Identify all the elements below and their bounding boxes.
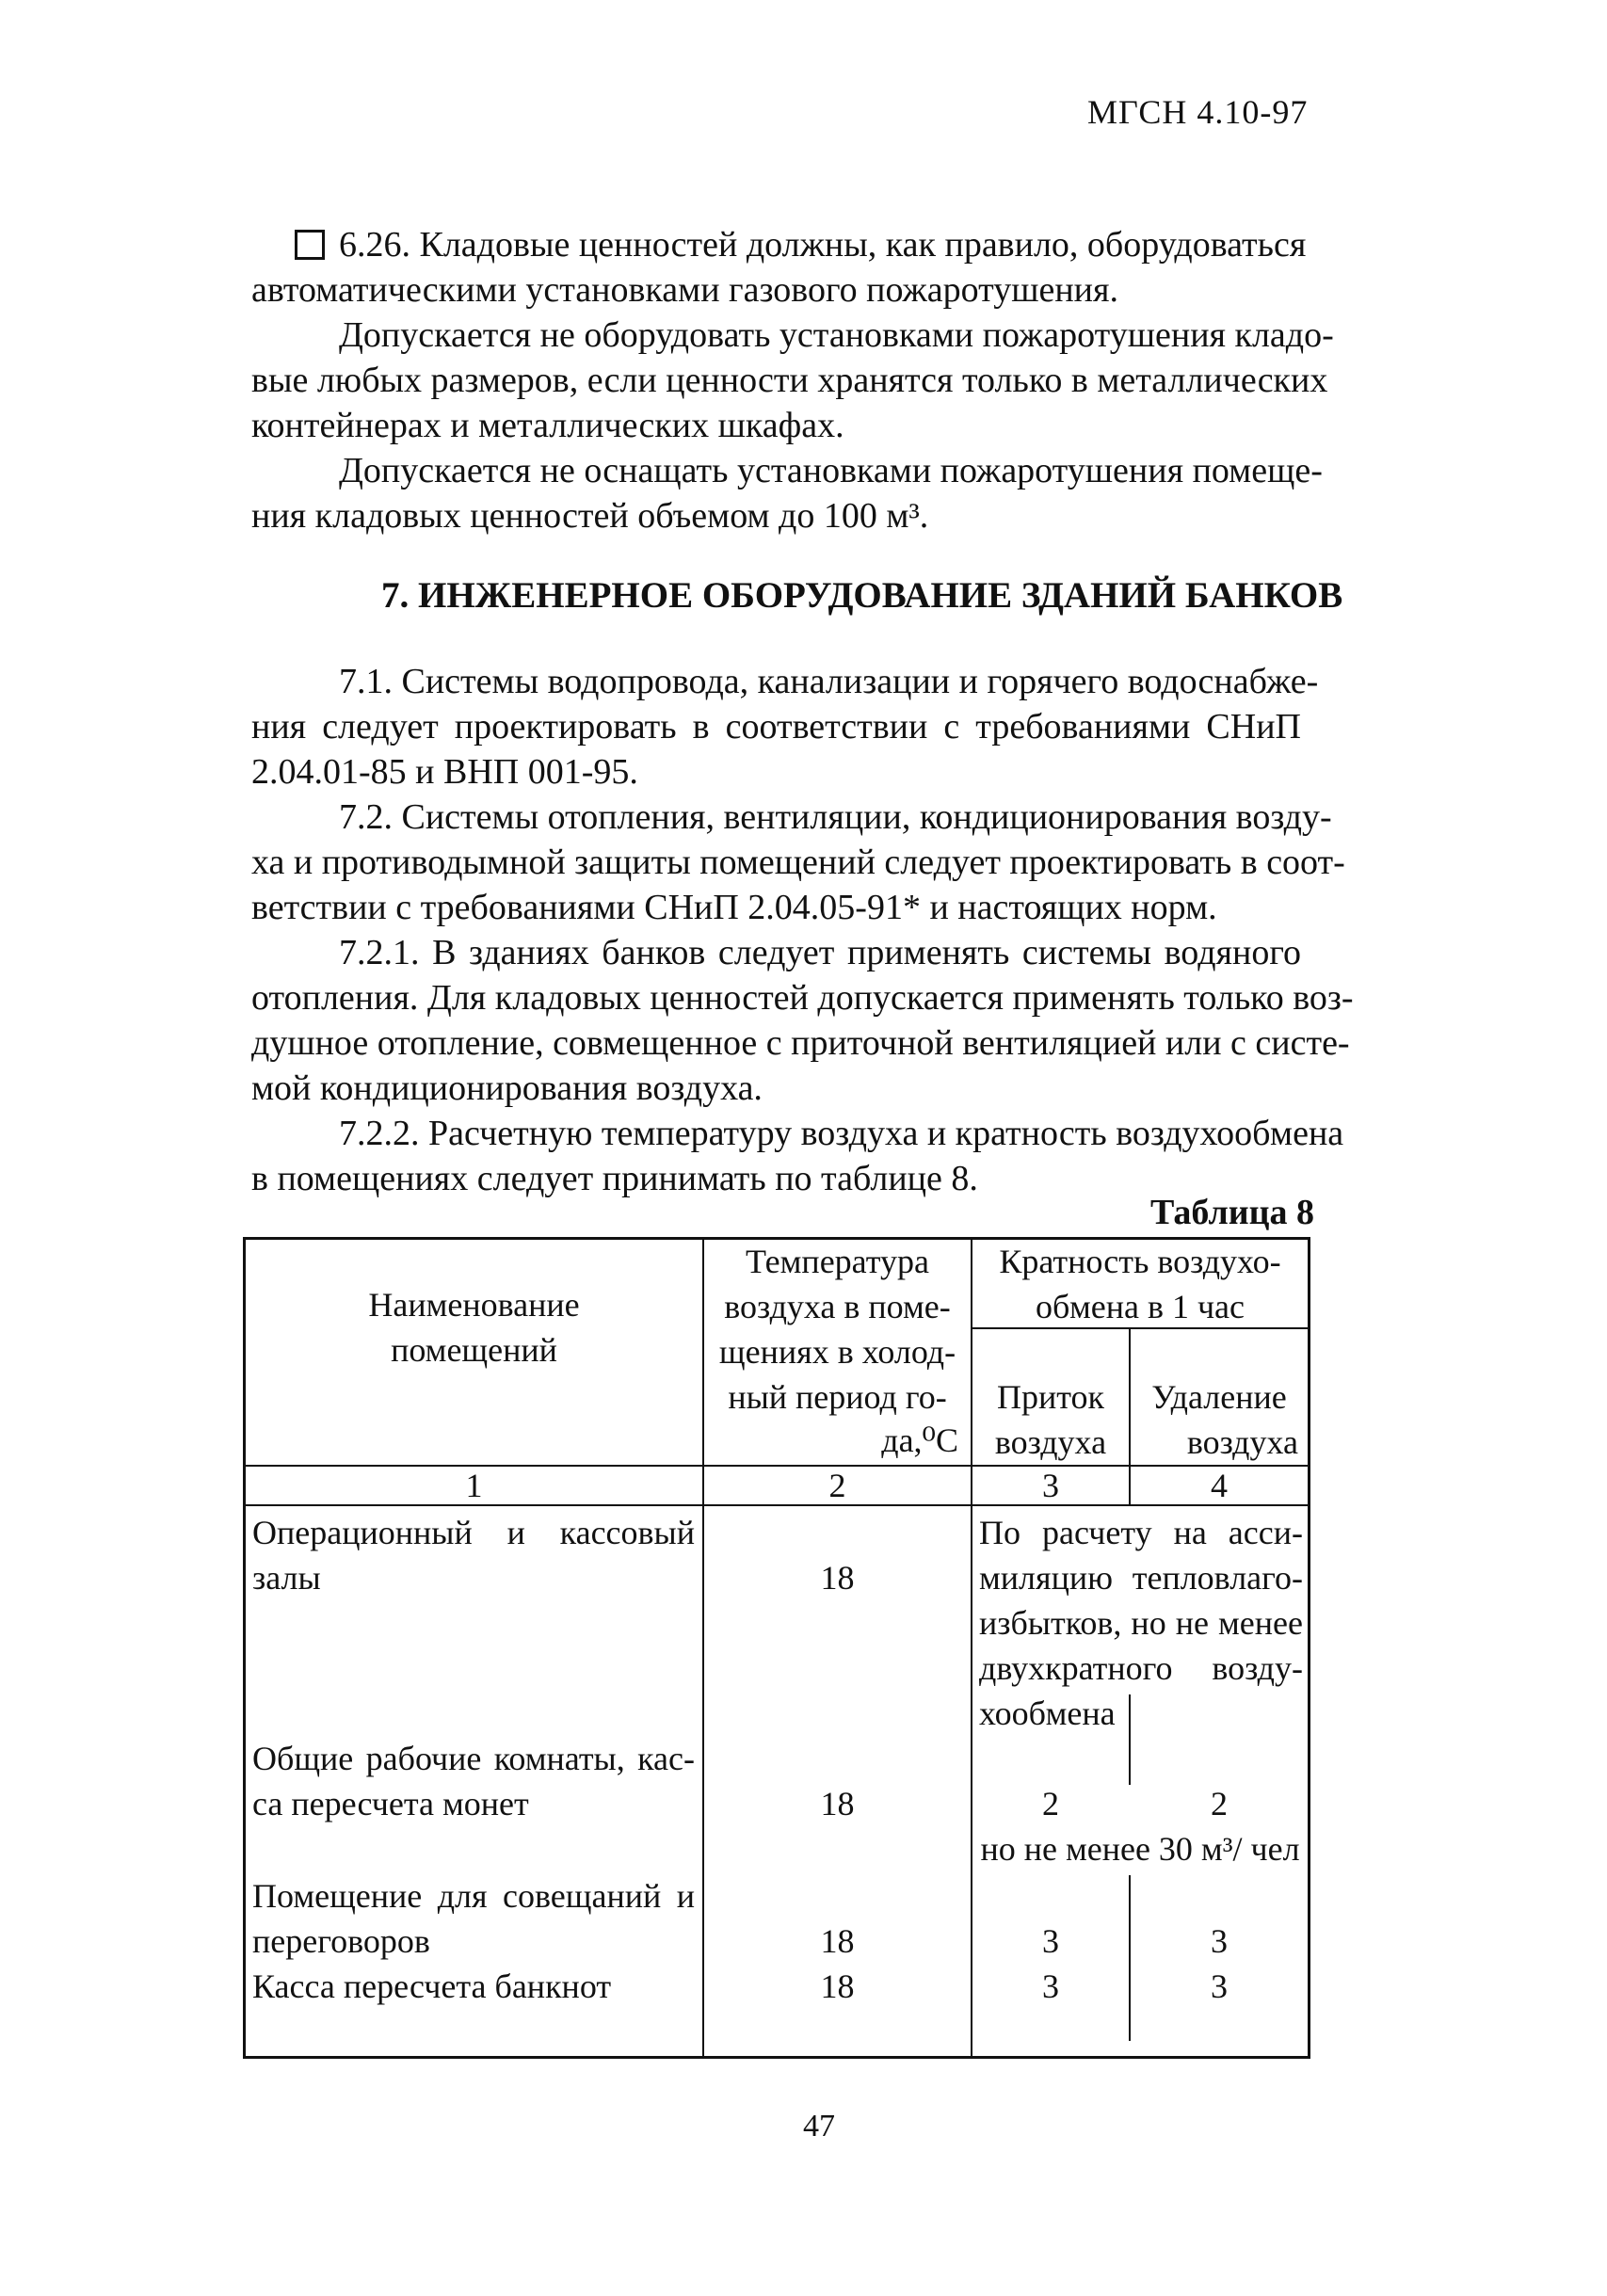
row1-note-line-1: По расчету на асси- [979, 1514, 1303, 1551]
paragraph-6-26-line-2: автоматическими установками газового пожаротушения. [251, 270, 1118, 310]
table-col-separator-3-row2 [1129, 1694, 1131, 1785]
header-col1-line-2: помещений [391, 1331, 557, 1369]
header-col2-line-3: щениях в холод- [718, 1333, 956, 1371]
row4-outflow: 3 [1211, 1967, 1228, 2005]
col-number-4: 4 [1211, 1467, 1228, 1504]
paragraph-7-2-line-1: 7.2. Системы отопления, вентиляции, кондиционирования возду- [339, 797, 1332, 837]
paragraph-b-line-2: ния кладовых ценностей объемом до 100 м³. [251, 496, 929, 536]
row1-name-line-1: Операционный и кассовый [252, 1514, 695, 1551]
header-col3-line-1: Приток [996, 1378, 1104, 1416]
paragraph-7-2-line-3: ветствии с требованиями СНиП 2.04.05-91* и настоящих норм. [251, 888, 1217, 927]
row3-outflow: 3 [1211, 1922, 1228, 1960]
row1-note-line-3: избытков, но не менее [979, 1604, 1303, 1642]
header-col4-line-2: воздуха [1186, 1423, 1298, 1461]
paragraph-a-line-2: вые любых размеров, если ценности хранятся только в металлических [251, 361, 1328, 400]
section-7-title: 7. ИНЖЕНЕРНОЕ ОБОРУДОВАНИЕ ЗДАНИЙ БАНКОВ [381, 575, 1343, 616]
header-col2-line-4: ный период го- [728, 1378, 947, 1416]
row2-name-line-2: са пересчета монет [252, 1785, 529, 1822]
row3-inflow: 3 [1042, 1922, 1059, 1960]
row2-temp: 18 [820, 1785, 855, 1822]
row3-name-line-1: Помещение для совещаний и [252, 1877, 695, 1915]
page-number: 47 [803, 2109, 835, 2143]
row2-name-line-1: Общие рабочие комнаты, кас- [252, 1740, 695, 1777]
header-col2-line-5: да,⁰С [881, 1421, 958, 1459]
table-caption: Таблица 8 [1150, 1193, 1315, 1232]
paragraph-b-line-1: Допускается не оснащать установками пожаротушения помеще- [339, 451, 1323, 490]
header-col3-line-2: воздуха [994, 1423, 1107, 1461]
header-col34-line-2: обмена в 1 час [1035, 1288, 1245, 1325]
header-col1-line-1: Наименование [368, 1286, 580, 1324]
row2-inflow: 2 [1042, 1785, 1059, 1822]
row4-inflow: 3 [1042, 1967, 1059, 2005]
row1-note-line-4: двухкратного возду- [979, 1649, 1303, 1687]
document-code: МГСН 4.10-97 [1087, 93, 1309, 131]
paragraph-7-1-line-1: 7.1. Системы водопровода, канализации и горячего водоснабже- [339, 662, 1319, 701]
paragraph-7-2-1-line-2: отопления. Для кладовых ценностей допускается применять только воз- [251, 978, 1354, 1018]
header-col34-line-1: Кратность воздухо- [999, 1243, 1281, 1280]
checkbox-icon[interactable] [295, 230, 325, 260]
row4-name-line-1: Касса пересчета банкнот [252, 1967, 612, 2005]
paragraph-7-1-line-3: 2.04.01-85 и ВНП 001-95. [251, 752, 638, 792]
row1-temp: 18 [820, 1559, 855, 1597]
row1-note-line-2: миляцию тепловлаго- [979, 1559, 1303, 1597]
table-border-right [1308, 1237, 1310, 2059]
paragraph-7-2-line-2: ха и противодымной защиты помещений следует проектировать в соот- [251, 843, 1345, 882]
paragraph-7-2-1-line-1: 7.2.1. В зданиях банков следует применять системы водяного [339, 933, 1301, 972]
header-col4-line-1: Удаление [1151, 1378, 1287, 1416]
table-border-bottom [243, 2056, 1310, 2059]
paragraph-a-line-1: Допускается не оборудовать установками пожаротушения кладо- [339, 315, 1334, 355]
row2-note: но не менее 30 м³/ чел [980, 1830, 1300, 1868]
row4-temp: 18 [820, 1967, 855, 2005]
header-col2-line-2: воздуха в поме- [724, 1288, 951, 1325]
row1-note-line-5: хообмена [979, 1694, 1116, 1732]
row2-outflow: 2 [1211, 1785, 1228, 1822]
paragraph-7-2-2-line-2: в помещениях следует принимать по таблице 8. [251, 1159, 978, 1198]
paragraph-6-26-line-1: 6.26. Кладовые ценностей должны, как правило, оборудоваться [339, 225, 1307, 265]
col-number-2: 2 [828, 1467, 846, 1504]
paragraph-7-2-1-line-4: мой кондиционирования воздуха. [251, 1068, 763, 1108]
row3-temp: 18 [820, 1922, 855, 1960]
paragraph-7-2-2-line-1: 7.2.2. Расчетную температуру воздуха и кратность воздухообмена [339, 1114, 1344, 1153]
header-col2-line-1: Температура [746, 1243, 929, 1280]
paragraph-7-1-line-2: ния следует проектировать в соответствии с требованиями СНиП [251, 707, 1301, 747]
paragraph-a-line-3: контейнерах и металлических шкафах. [251, 406, 844, 445]
row1-name-line-2: залы [252, 1559, 321, 1597]
row3-name-line-2: переговоров [252, 1922, 430, 1960]
col-number-1: 1 [465, 1467, 483, 1504]
col-number-3: 3 [1042, 1467, 1059, 1504]
paragraph-7-2-1-line-3: душное отопление, совмещенное с приточной вентиляцией или с систе- [251, 1023, 1350, 1063]
